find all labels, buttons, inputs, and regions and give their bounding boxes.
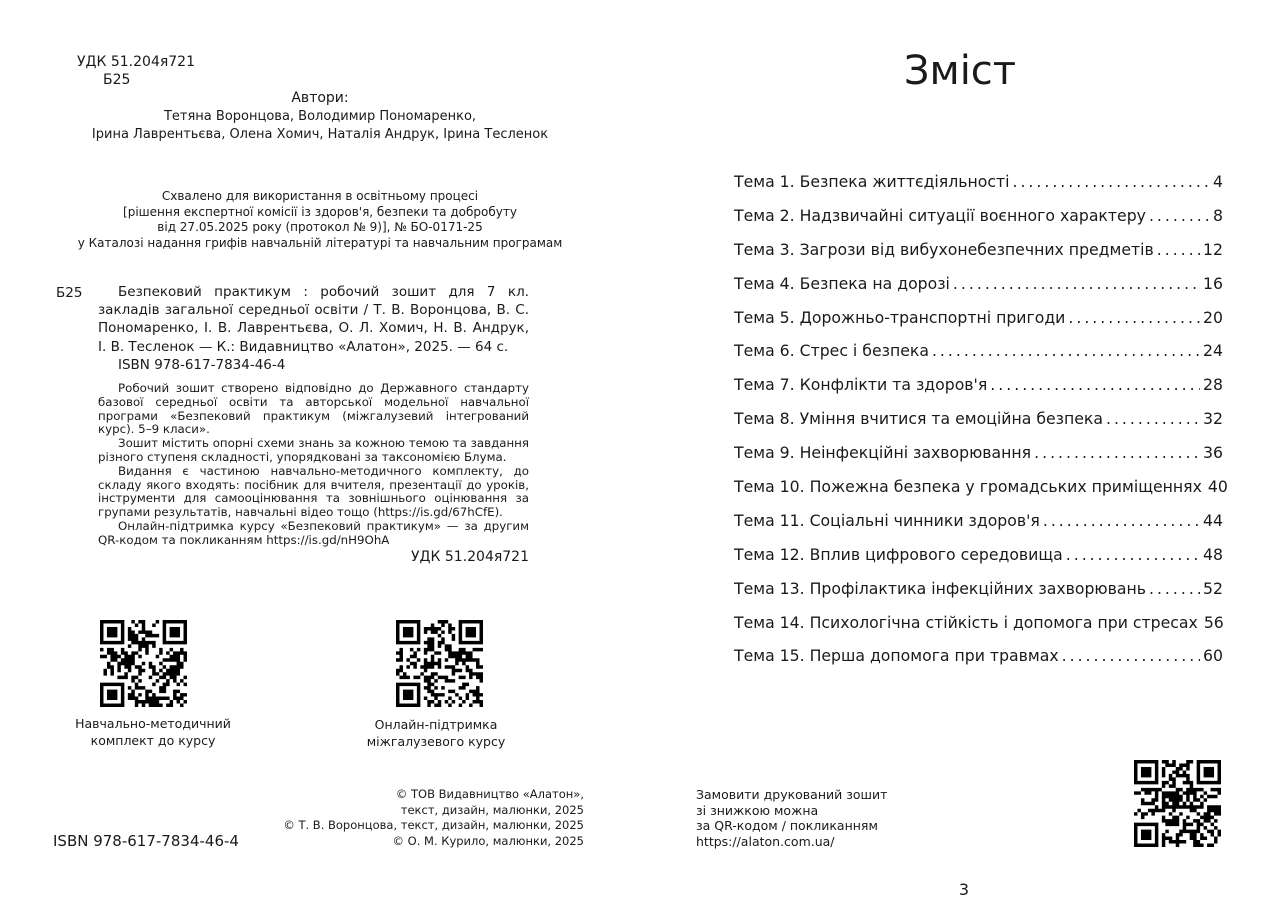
toc-entry[interactable]: [734, 409, 1223, 443]
toc-entry[interactable]: [734, 511, 1223, 545]
toc-leader: [1068, 308, 1200, 327]
toc-entry-title: Тема 13. Профілактика інфекційних захворювань: [734, 578, 1146, 598]
toc-entry-page: 16: [1203, 273, 1223, 293]
copyright-line: © Т. В. Воронцова, текст, дизайн, малюнки, 2025: [283, 818, 584, 832]
annotation: [98, 382, 529, 548]
qr-finder-part: [403, 627, 413, 637]
qr-finder-part: [107, 690, 117, 700]
contents-title: Зміст: [903, 48, 1017, 94]
toc-entry[interactable]: [734, 477, 1228, 511]
caption-line: Онлайн-підтримка: [374, 717, 498, 732]
biblio-text: Безпековий практикум : робочий зошит для 7 кл. закладів загальної середньої освіти / Т. В. Воронцова, В. С. Пономаренко, І. В. Лаврентьєва, О. Л. Хомич, Н. В. Андрук, І. В. Тесленок — К.: Видавництво «Алатон», 2025. — 64 с.: [98, 284, 529, 355]
authors-list: [0, 108, 640, 144]
caption-line: комплект до курсу: [90, 733, 216, 748]
qr-finder-part: [1141, 767, 1151, 777]
order-line: за QR-кодом / покликанням: [696, 818, 878, 833]
toc-entry-title: Тема 6. Стрес і безпека: [734, 341, 929, 361]
toc-entry-page: 12: [1203, 239, 1223, 259]
toc-entry[interactable]: [734, 613, 1223, 647]
toc-entry-page: 20: [1203, 307, 1223, 327]
order-link[interactable]: https://alaton.com.ua/: [696, 833, 835, 849]
toc-entry[interactable]: [734, 545, 1223, 579]
udk-code-bottom: УДК 51.204я721: [411, 549, 529, 565]
qr-pattern: [1134, 760, 1221, 847]
toc-leader: [932, 341, 1200, 360]
caption-line: Навчально-методичний: [75, 716, 231, 731]
toc-entry[interactable]: [734, 172, 1223, 206]
qr-finder-part: [466, 627, 476, 637]
toc-entry-page: 44: [1203, 510, 1223, 530]
copyright-line: © ТОВ Видавництво «Алатон»,: [395, 787, 584, 801]
qr-finder-part: [1204, 767, 1214, 777]
toc-entry-title: Тема 1. Безпека життєдіяльності: [734, 172, 1010, 191]
toc-entry[interactable]: [734, 579, 1223, 613]
author-mark-top: Б25: [103, 72, 131, 88]
qr-caption-methodical-kit: [63, 715, 243, 749]
toc-entry[interactable]: [734, 341, 1223, 375]
toc-entry-page: 60: [1203, 646, 1223, 666]
author-mark-side: Б25: [56, 285, 83, 301]
toc-leader: [1157, 240, 1200, 259]
toc-entry[interactable]: [734, 206, 1223, 240]
toc-leader: [1034, 443, 1200, 462]
approval-line: у Каталозі надання грифів навчальній літературі та навчальним програмам: [77, 235, 563, 250]
toc-entry-title: Тема 3. Загрози від вибухонебезпечних предметів: [734, 239, 1154, 259]
toc-entry-title: Тема 15. Перша допомога при травмах: [734, 646, 1059, 666]
qr-finder-part: [1141, 830, 1151, 840]
order-line: зі знижкою можна: [696, 802, 819, 818]
copyright-block: [280, 787, 584, 849]
toc-entry-title: Тема 9. Неінфекційні захворювання: [734, 443, 1032, 463]
order-line: Замовити друкований зошит: [696, 787, 888, 802]
toc-entry-title: Тема 11. Соціальні чинники здоров'я: [734, 510, 1040, 530]
toc-entry-page: 36: [1203, 443, 1223, 463]
annotation-paragraph: Видання є частиною навчально-методичного комплекту, до складу якого входять: посібник для вчителя, презентації до уроків, інструменти для самооцінювання та зовнішнього оцінювання за групами результатів, навчальні відео тощо (https://is.gd/67hCfE).: [98, 463, 529, 520]
toc-entry[interactable]: [734, 274, 1223, 308]
page-number: 3: [958, 880, 970, 899]
biblio-isbn: ISBN 978-617-7834-46-4: [118, 356, 286, 373]
toc-entry-page: 56: [1203, 612, 1224, 632]
toc-entry-page: 4: [1213, 172, 1223, 191]
qr-code-methodical-kit[interactable]: [100, 620, 187, 707]
toc-entry-page: 52: [1203, 578, 1223, 598]
toc-entry-title: Тема 2. Надзвичайні ситуації воєнного характеру: [734, 205, 1146, 225]
copyright-line: текст, дизайн, малюнки, 2025: [400, 802, 584, 817]
toc-entry[interactable]: [734, 646, 1223, 680]
toc-entry-page: 48: [1203, 544, 1223, 564]
udk-code-top: УДК 51.204я721: [77, 54, 195, 70]
toc-leader: [953, 274, 1200, 293]
copyright-line: © О. М. Курило, малюнки, 2025: [392, 833, 584, 848]
toc-entry[interactable]: [734, 240, 1223, 274]
toc-entry-title: Тема 4. Безпека на дорозі: [734, 273, 950, 293]
authors-line: Тетяна Воронцова, Володимир Пономаренко,: [163, 109, 477, 124]
caption-line: міжгалузевого курсу: [366, 734, 506, 749]
toc-leader: [1149, 206, 1210, 225]
approval-note: [0, 189, 640, 251]
annotation-paragraph: Робочий зошит створено відповідно до Державного стандарту базової середньої освіти та авторської модельної навчальної програми «Безпековий практикум (міжгалузевий інтегрований курс). 5–9 класи».: [98, 381, 529, 437]
toc-entry-page: 8: [1213, 205, 1223, 225]
toc-entry-page: 24: [1203, 341, 1223, 361]
toc-entry-title: Тема 5. Дорожньо-транспортні пригоди: [734, 307, 1066, 327]
approval-line: [рішення експертної комісії із здоров'я, безпеки та добробуту: [123, 204, 517, 219]
toc-leader: [1149, 579, 1200, 598]
toc-entry-page: 40: [1207, 477, 1228, 497]
qr-finder-part: [403, 690, 413, 700]
toc-leader: [1012, 172, 1210, 191]
toc-leader: [1106, 409, 1200, 428]
toc-entry[interactable]: [734, 375, 1223, 409]
toc-entry-title: Тема 12. Вплив цифрового середовища: [734, 544, 1063, 564]
annotation-paragraph: Онлайн-підтримка курсу «Безпековий практикум» — за другим QR-кодом та покликанням https://is.gd/nH9OhA: [98, 518, 529, 547]
toc-entry[interactable]: [734, 443, 1223, 477]
toc-leader: [1066, 545, 1200, 564]
table-of-contents: [734, 172, 1228, 680]
isbn: ISBN 978-617-7834-46-4: [53, 832, 239, 850]
toc-leader: [1062, 646, 1200, 665]
qr-caption-online-support: [346, 716, 526, 750]
toc-leader: [990, 375, 1200, 394]
qr-pattern: [100, 620, 187, 707]
qr-finder-part: [107, 627, 117, 637]
authors-line: Ірина Лаврентьєва, Олена Хомич, Наталія Андрук, Ірина Тесленок: [91, 127, 549, 142]
toc-entry-title: Тема 8. Уміння вчитися та емоційна безпека: [734, 409, 1103, 429]
annotation-paragraph: Зошит містить опорні схеми знань за кожною темою та завдання різного ступеня складності, упорядковані за таксономією Блума.: [98, 436, 529, 464]
toc-leader: [1043, 511, 1200, 530]
toc-entry-title: Тема 7. Конфлікти та здоров'я: [734, 375, 988, 395]
qr-pattern: [396, 620, 483, 707]
toc-entry-title: Тема 10. Пожежна безпека у громадських приміщеннях: [734, 477, 1202, 497]
qr-code-online-support[interactable]: [396, 620, 483, 707]
toc-entry-page: 32: [1203, 409, 1223, 429]
authors-heading: Автори:: [291, 90, 349, 106]
toc-entry-page: 28: [1203, 375, 1223, 395]
qr-code-order[interactable]: [1134, 760, 1221, 847]
qr-finder-part: [170, 627, 180, 637]
toc-entry-title: Тема 14. Психологічна стійкість і допомога при стресах: [734, 612, 1198, 632]
bibliographic-description: [98, 283, 529, 374]
approval-line: Схвалено для використання в освітньому процесі: [161, 189, 479, 203]
approval-line: від 27.05.2025 року (протокол № 9)], № БО-0171-25: [157, 220, 483, 234]
toc-entry[interactable]: [734, 308, 1223, 342]
order-note: [696, 787, 887, 849]
